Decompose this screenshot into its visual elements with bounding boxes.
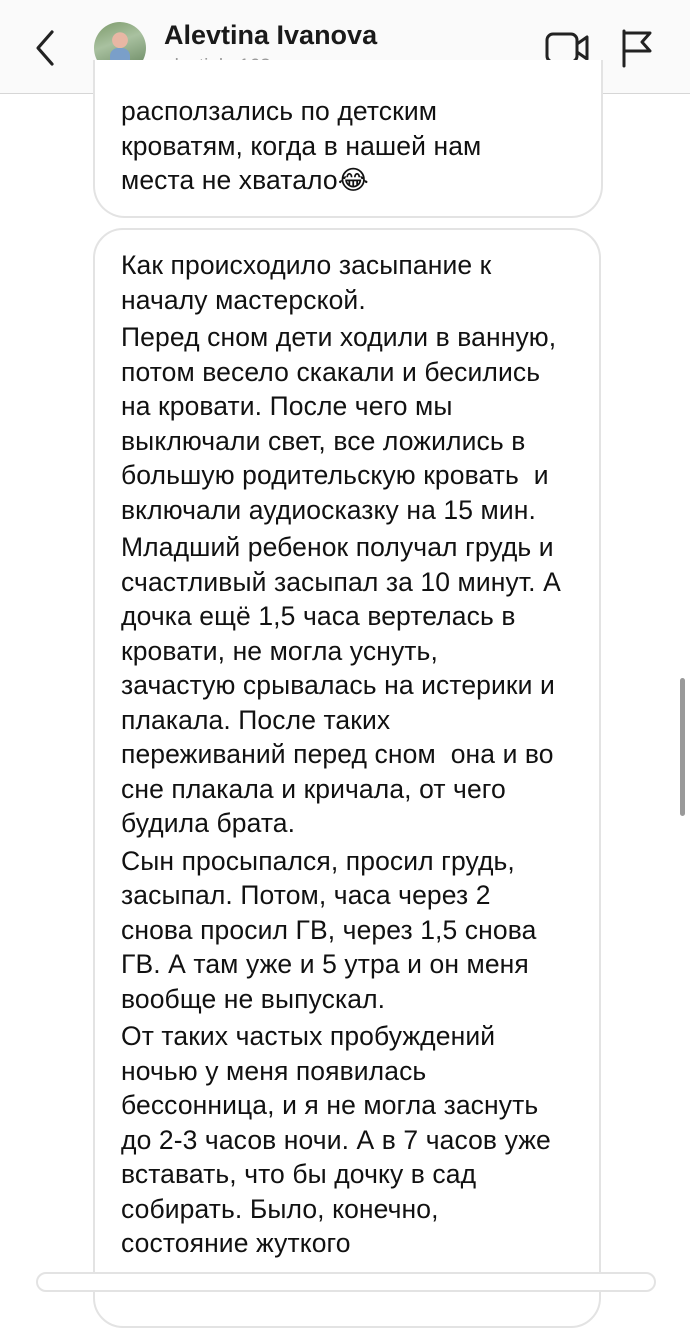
message-text [121, 248, 581, 1264]
flag-icon [620, 28, 654, 68]
scrollbar[interactable] [680, 678, 685, 816]
report-button[interactable] [620, 28, 654, 68]
message-line: большую родительскую кровать и [121, 460, 549, 490]
message-line: кроватям, когда в нашей нам [121, 130, 482, 161]
back-button[interactable] [28, 26, 68, 70]
message-paragraph [121, 530, 581, 841]
message-paragraph [121, 248, 581, 317]
message-line: плакала. После таких [121, 704, 391, 735]
message-line: сне плакала и кричала, от чего [121, 773, 506, 804]
message-line: бессонница, и я не могла заснуть [121, 1090, 539, 1120]
contact-name[interactable]: Alevtina Ivanova [164, 20, 378, 50]
message-line: будила брата. [121, 808, 296, 838]
message-line: до 2-3 часов ночи. А в 7 часов уже [121, 1124, 551, 1155]
message-line: От таких частых пробуждений [121, 1021, 496, 1051]
message-line: Младший ребенок получал грудь и [121, 532, 554, 562]
message-line: ночью у меня появилась [121, 1055, 427, 1086]
message-line: Сын просыпался, просил грудь, [121, 845, 515, 876]
message-line: вообще не выпускал. [121, 983, 386, 1014]
message-paragraph [121, 844, 581, 1017]
message-text [121, 94, 481, 198]
message-line: включали аудиосказку на 15 мин. [121, 494, 536, 525]
message-line: собирать. Было, конечно, [121, 1193, 439, 1224]
message-line: места не хватало😂 [121, 165, 369, 195]
message-line: на кровати. После чего мы [121, 391, 453, 421]
message-paragraph [121, 320, 581, 527]
message-line: вставать, что бы дочку в сад [121, 1159, 477, 1189]
chevron-left-icon [28, 26, 68, 70]
message-line: кровати, не могла уснуть, [121, 635, 438, 666]
message-line: Как происходило засыпание к [121, 250, 492, 280]
message-line: расползались по детским [121, 96, 438, 126]
message-line: переживаний перед сном она и во [121, 739, 554, 769]
message-line: потом весело скакали и бесились [121, 356, 541, 387]
message-paragraph [121, 1019, 581, 1261]
message-line: ГВ. А там уже и 5 утра и он меня [121, 949, 529, 979]
message-line: зачастую срывалась на истерики и [121, 670, 555, 700]
message-line: дочка ещё 1,5 часа вертелась в [121, 601, 516, 631]
message-input-edge[interactable] [36, 1272, 656, 1292]
message-line: снова просил ГВ, через 1,5 снова [121, 914, 537, 945]
message-line: засыпал. Потом, часа через 2 [121, 880, 491, 910]
message-line: Перед сном дети ходили в ванную, [121, 322, 557, 352]
message-line: выключали свет, все ложились в [121, 425, 526, 456]
message-line: состояние жуткого [121, 1228, 351, 1258]
message-line: счастливый засыпал за 10 минут. А [121, 566, 561, 597]
message-line: началу мастерской. [121, 284, 366, 315]
